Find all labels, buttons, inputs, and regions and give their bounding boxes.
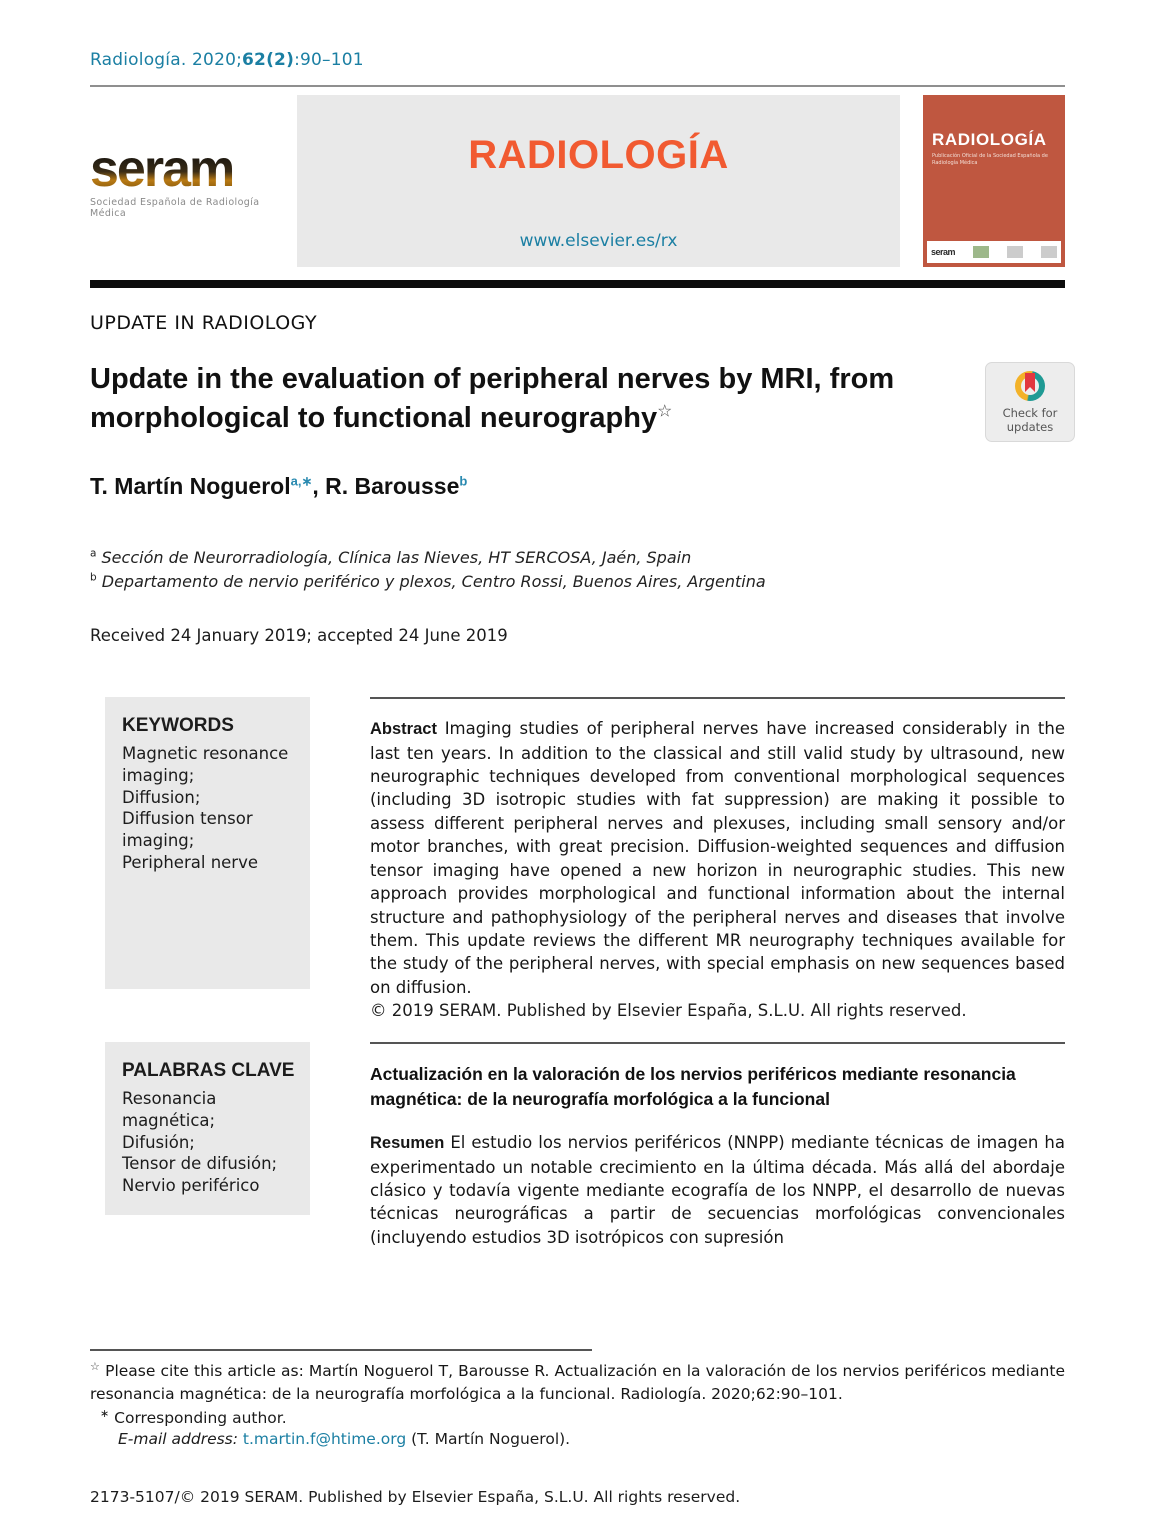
cover-partner-logo-1 xyxy=(973,246,989,258)
cite-footnote-text: Please cite this article as: Martín Noguerol T, Barousse R. Actualización en la valoración de los nervios periféricos mediante resonancia magnética: de la neurografía morfológica a la funcional. Radiología. 2020;62:90–101. xyxy=(90,1362,1065,1404)
keywords-heading: KEYWORDS xyxy=(122,715,234,737)
footnote-divider xyxy=(90,1349,592,1351)
cover-subtitle-2 xyxy=(932,172,1056,178)
keywords-box-es xyxy=(105,1042,310,1215)
article-section-label: UPDATE IN RADIOLOGY xyxy=(90,312,318,334)
abstract-column-es xyxy=(370,1042,1065,1249)
keyword-item: Resonancia magnética; xyxy=(122,1089,217,1130)
journal-cover-thumbnail xyxy=(923,95,1065,267)
keywords-box-en xyxy=(105,697,310,989)
spanish-title: Actualización en la valoración de los nervios periféricos mediante resonancia magnética: de la neurografía morfológica a la funcional xyxy=(370,1064,1016,1109)
cover-seram-logo: seram xyxy=(931,247,956,257)
cover-title: RADIOLOGÍA xyxy=(932,130,1047,150)
received-accepted-dates: Received 24 January 2019; accepted 24 June 2019 xyxy=(90,626,508,646)
seram-logo-text: seram xyxy=(90,143,297,195)
article-title-text: Update in the evaluation of peripheral nerves by MRI, from morphological to functional neurography xyxy=(90,363,895,434)
resumen-paragraph xyxy=(370,1131,1065,1249)
keyword-item: Diffusion; xyxy=(122,787,201,807)
abstract-section-en xyxy=(90,697,1065,1020)
keyword-item: Nervio periférico xyxy=(122,1176,260,1196)
cite-star-icon: ☆ xyxy=(90,1360,101,1374)
author-separator: , xyxy=(312,473,326,500)
keyword-item: Magnetic resonance imaging; xyxy=(122,744,289,785)
keyword-item: Difusión; xyxy=(122,1132,195,1152)
crossmark-icon xyxy=(1015,371,1045,401)
abstract-section-es xyxy=(90,1042,1065,1249)
citation-prefix: Radiología. 2020; xyxy=(90,50,243,70)
journal-title: RADIOLOGÍA xyxy=(468,133,729,177)
article-title xyxy=(90,360,950,437)
section-divider-thick xyxy=(90,280,1065,288)
author-2-superscript[interactable]: b xyxy=(459,473,468,489)
check-for-updates-badge[interactable] xyxy=(985,362,1075,442)
author-2: R. Barousse xyxy=(325,473,460,500)
cite-footnote xyxy=(90,1359,1065,1406)
affiliations xyxy=(90,546,1065,594)
seram-tagline: Sociedad Española de Radiología Médica xyxy=(90,197,260,219)
corresponding-star-icon: ∗ xyxy=(100,1407,110,1421)
keyword-item: Peripheral nerve xyxy=(122,852,258,872)
cover-footer-logos xyxy=(927,241,1061,263)
email-link[interactable]: t.martin.f@htime.org xyxy=(242,1430,407,1449)
affiliation-b: $^b$ Departamento de nervio periférico y plexos, Centro Rossi, Buenos Aires, Argentina xyxy=(90,571,766,592)
cover-issn-text xyxy=(932,103,1056,110)
journal-citation xyxy=(90,50,1065,70)
resumen-label: Resumen xyxy=(370,1134,445,1153)
footnotes xyxy=(90,1349,1065,1506)
author-line xyxy=(90,473,1065,500)
abstract-label: Abstract xyxy=(370,720,437,739)
abstract-paragraph xyxy=(370,717,1065,999)
corresponding-text: Corresponding author. xyxy=(109,1409,287,1428)
email-suffix: (T. Martín Noguerol). xyxy=(406,1430,571,1449)
check-updates-label: Check for updates xyxy=(1002,406,1058,435)
email-line xyxy=(118,1430,1065,1448)
abstract-text: Imaging studies of peripheral nerves have increased considerably in the last ten years. In addition to the classical and still valid study by ultrasound, new neurographic techniques developed from conventional morphological sequences (including 3D isotropic studies with fat suppression) are making it possible to assess different peripheral nerves and plexuses, including small sensory and/or motor branches, with great precision. Diffusion-weighted sequences and diffusion tensor imaging have opened a new horizon in neurographic studies. This new approach provides morphological and functional information about the internal structure and pathophysiology of the peripheral nerves and diseases that involve them. This update reviews the different MR neurography techniques available for the study of the peripheral nerves, with special emphasis on new sequences based on diffusion. xyxy=(370,719,1065,997)
journal-header xyxy=(90,95,1065,267)
cover-partner-logo-3 xyxy=(1041,246,1057,258)
seram-logo xyxy=(90,95,297,267)
keyword-item: Tensor de difusión; xyxy=(122,1154,278,1174)
title-footnote-star-icon: ☆ xyxy=(657,400,673,420)
cover-partner-logo-2 xyxy=(1007,246,1023,258)
citation-volume: 62(2) xyxy=(242,50,295,70)
title-row xyxy=(90,360,1065,437)
journal-banner xyxy=(297,95,900,267)
issn-copyright-line: 2173-5107/© 2019 SERAM. Published by Elsevier España, S.L.U. All rights reserved. xyxy=(90,1488,741,1507)
keyword-item: Diffusion tensor imaging; xyxy=(122,809,253,851)
palabras-clave-heading: PALABRAS CLAVE xyxy=(122,1060,295,1082)
affiliation-a: $^a$ Sección de Neurorradiología, Clínica las Nieves, HT SERCOSA, Jaén, Spain xyxy=(90,547,692,568)
abstract-copyright: © 2019 SERAM. Published by Elsevier España, S.L.U. All rights reserved. xyxy=(370,1001,967,1021)
email-label: E-mail address: xyxy=(118,1430,238,1449)
author-1-superscript[interactable]: a,∗ xyxy=(290,473,313,489)
header-divider xyxy=(90,85,1065,87)
corresponding-author-note xyxy=(100,1406,1065,1430)
citation-pages: :90–101 xyxy=(294,50,364,70)
author-1: T. Martín Noguerol xyxy=(90,473,291,500)
cover-subtitle: Publicación Oficial de la Sociedad Española de Radiología Médica xyxy=(932,153,1048,166)
abstract-column-en xyxy=(370,697,1065,1020)
journal-url-link[interactable]: www.elsevier.es/rx xyxy=(519,231,678,251)
resumen-text: El estudio los nervios periféricos (NNPP) mediante técnicas de imagen ha experimentado un notable crecimiento en la última década. Más allá del abordaje clásico y todavía vigente mediante ecografía de los NNPP, el desarrollo de nuevas técnicas neurográficas a partir de secuencias morfológicas convencionales (incluyendo estudios 3D isotrópicos con supresión xyxy=(370,1133,1065,1247)
